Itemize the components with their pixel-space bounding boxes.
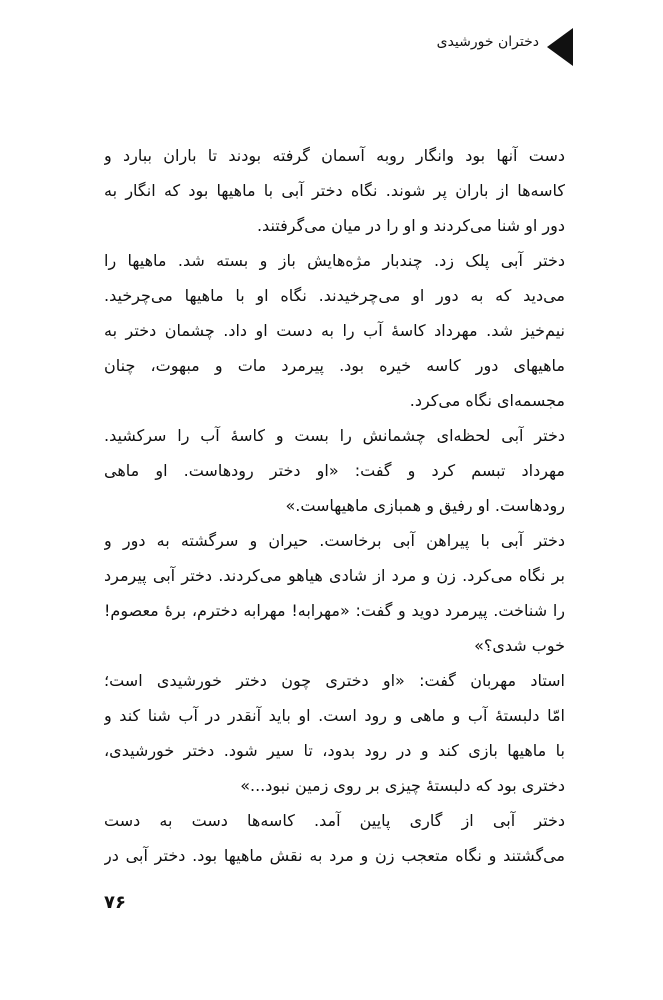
body-text [104, 138, 565, 873]
text-line: استاد مهربان گفت: «او دختری چون دختر خورشیدی است؛ [104, 671, 565, 690]
text-line: امّا دلبستهٔ آب و ماهی و رود است. او باید آنقدر در آب شنا کند و [104, 706, 565, 725]
text-line: کاسه‌ها از باران پر شوند. نگاه دختر آبی با ماهیها بود که انگار به [104, 181, 565, 200]
text-line: می‌دید که به دور او می‌چرخیدند. نگاه او با ماهیها می‌چرخید. [104, 286, 565, 305]
text-line: خوب شدی؟» [474, 636, 565, 655]
page-number: ۷۶ [104, 892, 126, 913]
text-line: مهرداد تبسم کرد و گفت: «او دختر رودهاست. او ماهی [104, 461, 565, 480]
header-triangle-marker-icon [547, 28, 573, 66]
text-line: دختر آبی از گاری پایین آمد. کاسه‌ها دست به دست [104, 811, 565, 830]
text-line: با ماهیها بازی کند و در رود بدود، تا سیر شود. دختر خورشیدی، [104, 741, 565, 760]
text-line: بر نگاه می‌کرد. زن و مرد از شادی هیاهو می‌کردند. دختر آبی پیرمرد [104, 566, 565, 585]
text-line: دختر آبی با پیراهن آبی برخاست. حیران و سرگشته به دور و [104, 531, 565, 550]
text-line: ماهیهای دور کاسه خیره بود. پیرمرد مات و مبهوت، چنان [104, 356, 565, 375]
running-header [0, 24, 663, 74]
text-line: رودهاست. او رفیق و همبازی ماهیهاست.» [285, 496, 565, 515]
text-line: دختر آبی لحظه‌ای چشمانش را بست و کاسهٔ آب را سرکشید. [104, 426, 565, 445]
text-line: دختری بود که دلبستهٔ چیزی بر روی زمین نبود...» [240, 776, 565, 795]
running-header-title: دختران خورشیدی [436, 34, 539, 50]
text-line: می‌گشتند و نگاه متعجب زن و مرد به نقش ماهیها بود. دختر آبی در [104, 846, 565, 865]
text-line: دور او شنا می‌کردند و او را در میان می‌گرفتند. [256, 216, 565, 235]
text-line: دست آنها بود وانگار روبه آسمان گرفته بودند تا باران ببارد و [104, 146, 565, 165]
text-line: را شناخت. پیرمرد دوید و گفت: «مهرابه! مهرابه دخترم، برهٔ معصوم! [104, 601, 565, 620]
text-line: دختر آبی پلک زد. چندبار مژه‌هایش باز و بسته شد. ماهیها را [104, 251, 565, 270]
text-line: نیم‌خیز شد. مهرداد کاسهٔ آب را به دست او داد. چشمان دختر به [104, 321, 565, 340]
text-line: مجسمه‌ای نگاه می‌کرد. [409, 391, 565, 410]
